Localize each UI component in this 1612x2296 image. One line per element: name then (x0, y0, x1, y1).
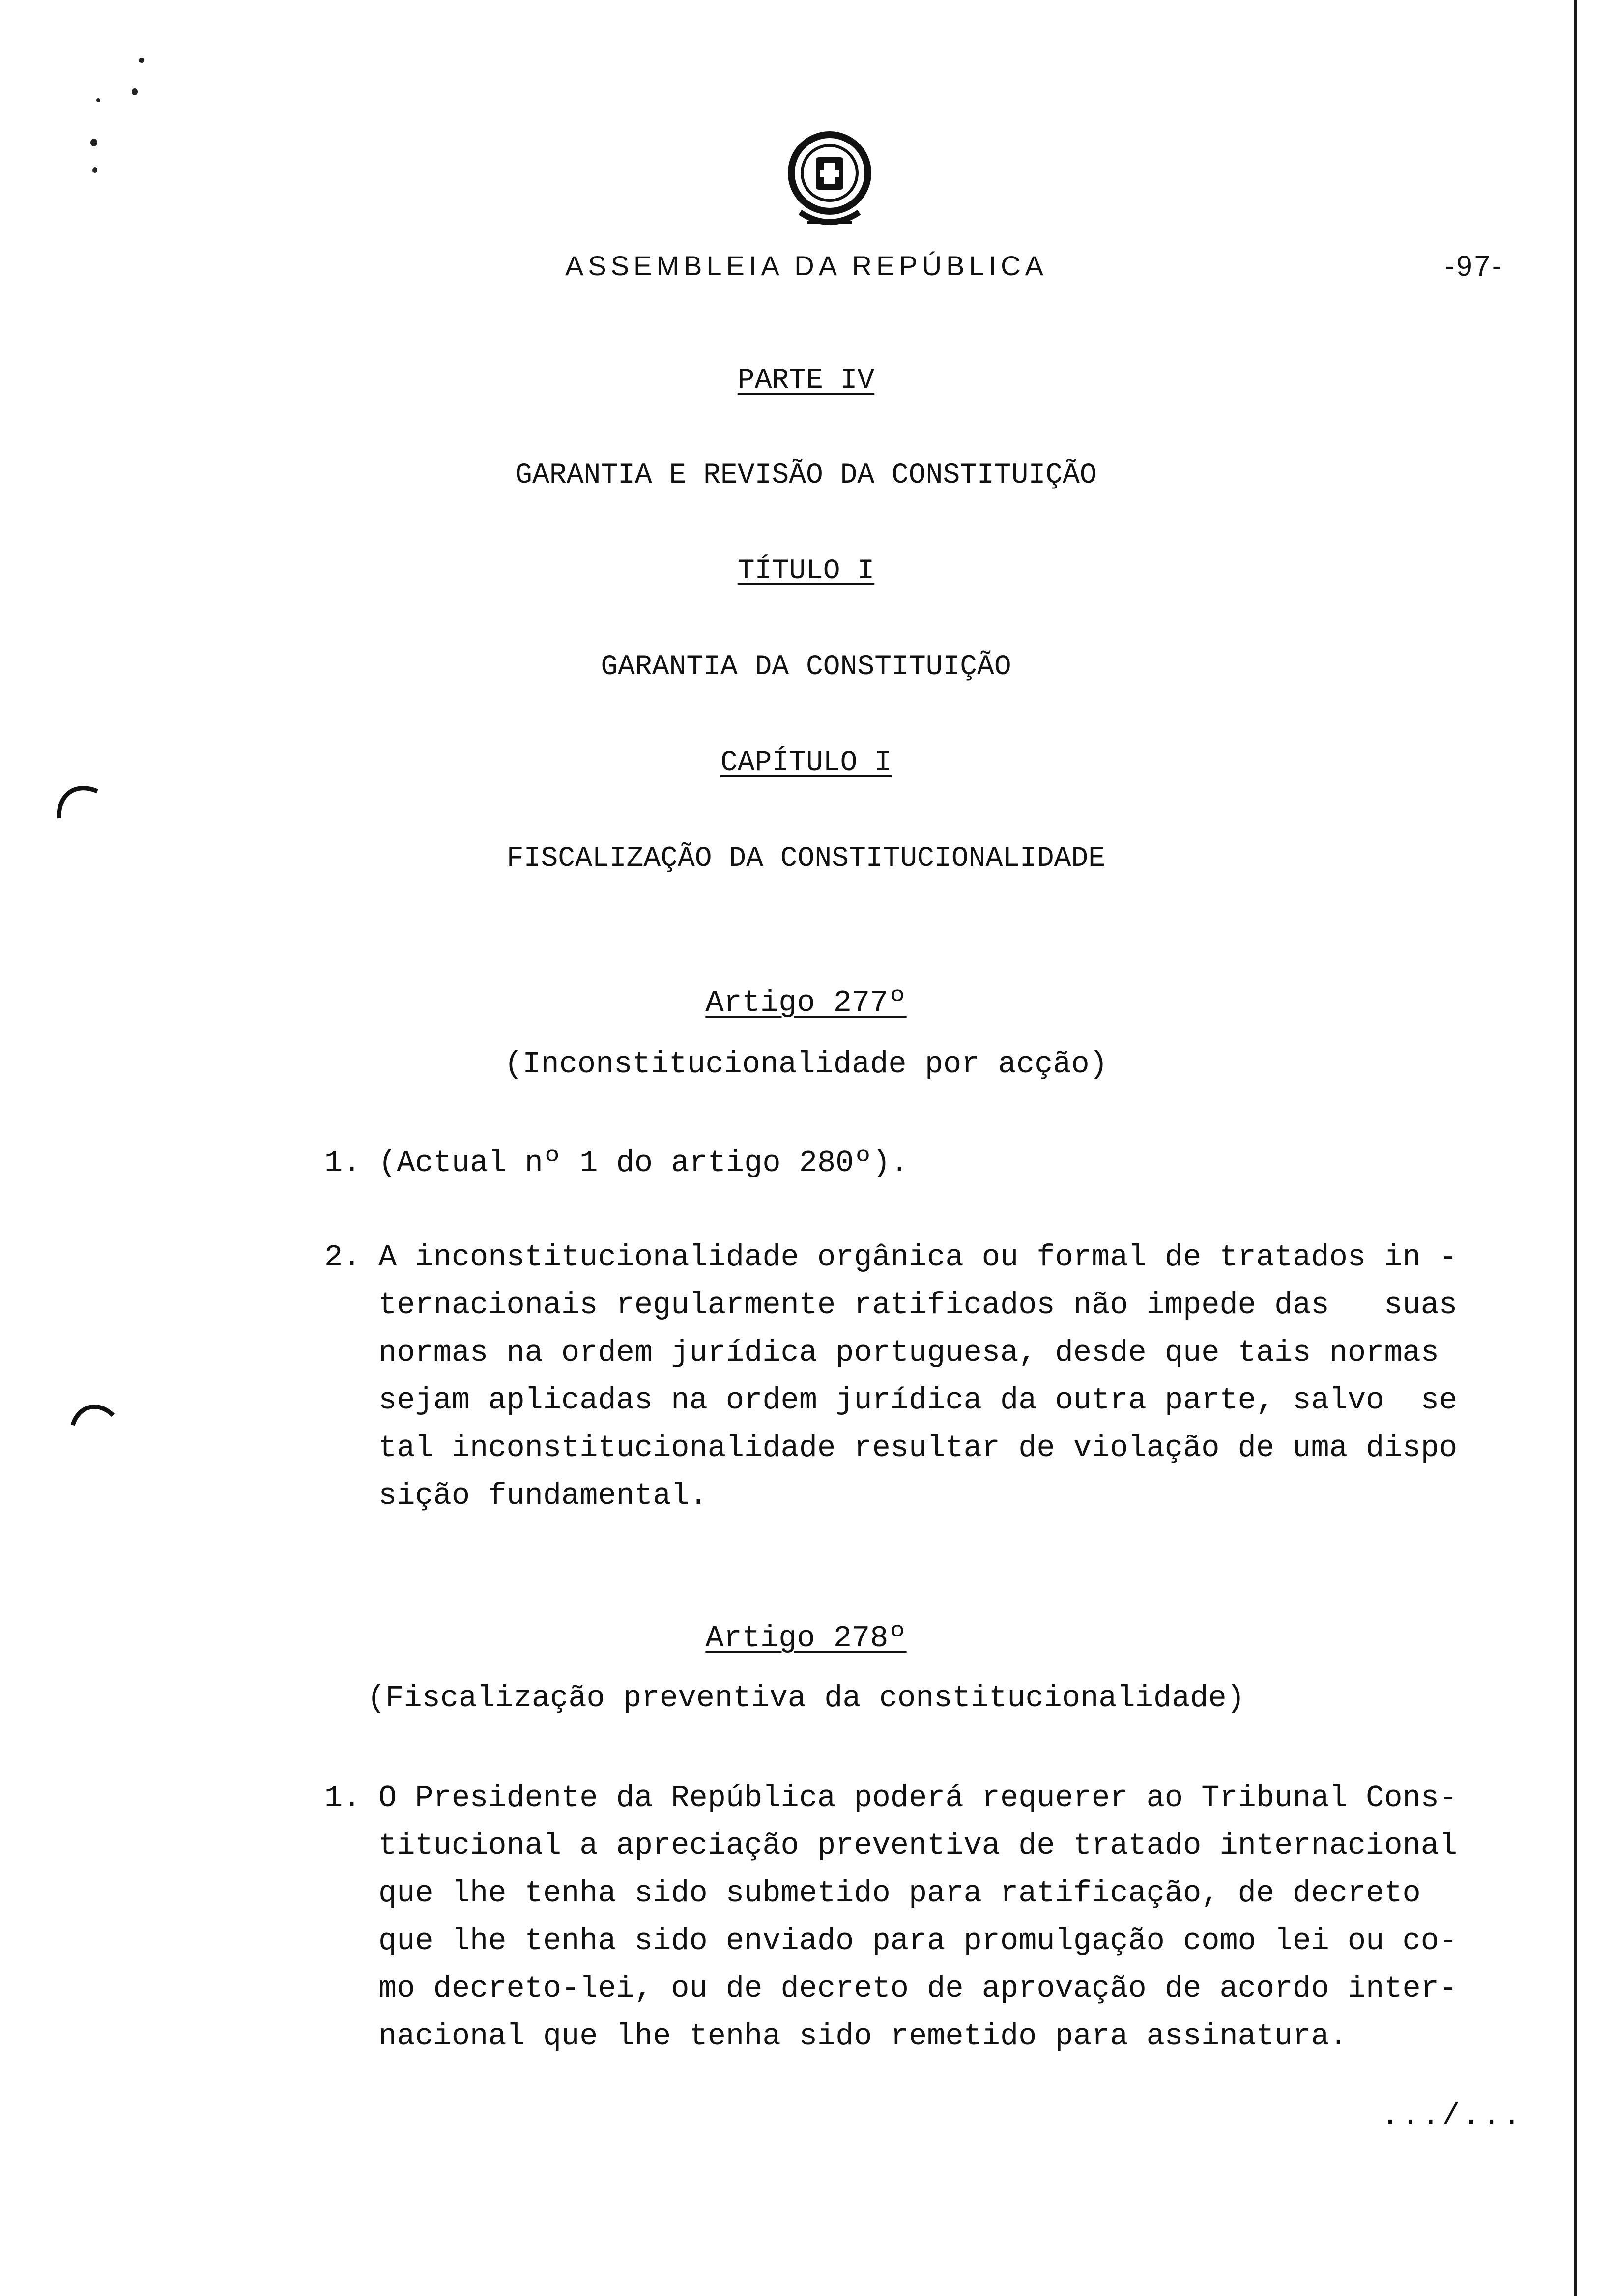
item-line: ternacionais regularmente ratificados não impede das suas (378, 1288, 1458, 1322)
item-number: 1. (324, 1780, 361, 1815)
scan-speck (139, 58, 144, 63)
page-edge (1574, 0, 1577, 2296)
page-number: -97- (1445, 250, 1504, 282)
scan-speck (96, 98, 100, 102)
article-heading-wrap (0, 985, 1612, 1020)
item-line: (Actual nº 1 do artigo 280º). (378, 1146, 909, 1180)
article-subtitle: (Inconstitucionalidade por acção) (504, 1047, 1108, 1082)
item-line: sição fundamental. (378, 1478, 708, 1513)
scan-speck (92, 167, 97, 173)
item-number: 1. (324, 1146, 361, 1180)
item-line: sejam aplicadas na ordem jurídica da outra parte, salvo se (378, 1383, 1458, 1418)
part-title: GARANTIA E REVISÃO DA CONSTITUIÇÃO (515, 459, 1097, 491)
article-subtitle: (Fiscalização preventiva da constitucionalidade) (367, 1681, 1245, 1716)
article-heading: Artigo 278º (705, 1621, 907, 1656)
item-line: titucional a apreciação preventiva de tratado internacional (378, 1828, 1458, 1863)
chapter-heading: CAPÍTULO I (720, 747, 892, 779)
item-line: O Presidente da República poderá requerer ao Tribunal Cons- (378, 1780, 1458, 1815)
chapter-name: FISCALIZAÇÃO DA CONSTITUCIONALIDADE (506, 843, 1106, 875)
item-line: tal inconstitucionalidade resultar de violação de uma dispo (378, 1431, 1458, 1465)
part-heading: PARTE IV (737, 365, 875, 397)
title-name: GARANTIA DA CONSTITUIÇÃO (601, 651, 1011, 683)
item-line: nacional que lhe tenha sido remetido para assinatura. (378, 2019, 1348, 2054)
item-line: A inconstitucionalidade orgânica ou formal de tratados in - (378, 1240, 1458, 1275)
scan-speck (90, 139, 97, 146)
title-heading-wrap (0, 555, 1612, 587)
item-line: que lhe tenha sido submetido para ratificação, de decreto (378, 1876, 1421, 1911)
item-line: que lhe tenha sido enviado para promulgação como lei ou co- (378, 1923, 1458, 1958)
scan-speck (132, 88, 138, 95)
punch-hole-mark (54, 776, 103, 821)
part-heading-wrap (0, 365, 1612, 397)
coat-of-arms-emblem (780, 129, 879, 237)
article-heading-wrap (0, 1621, 1612, 1656)
item-number: 2. (324, 1240, 361, 1275)
chapter-heading-wrap (0, 747, 1612, 779)
item-line: mo decreto-lei, ou de decreto de aprovação de acordo inter- (378, 1971, 1458, 2006)
continuation-mark: .../... (1381, 2098, 1523, 2133)
title-heading: TÍTULO I (737, 555, 875, 587)
institution-header: ASSEMBLEIA DA REPÚBLICA (565, 250, 1048, 281)
punch-hole-mark (69, 1396, 118, 1430)
item-line: normas na ordem jurídica portuguesa, desde que tais normas (378, 1335, 1439, 1370)
article-heading: Artigo 277º (705, 985, 907, 1020)
